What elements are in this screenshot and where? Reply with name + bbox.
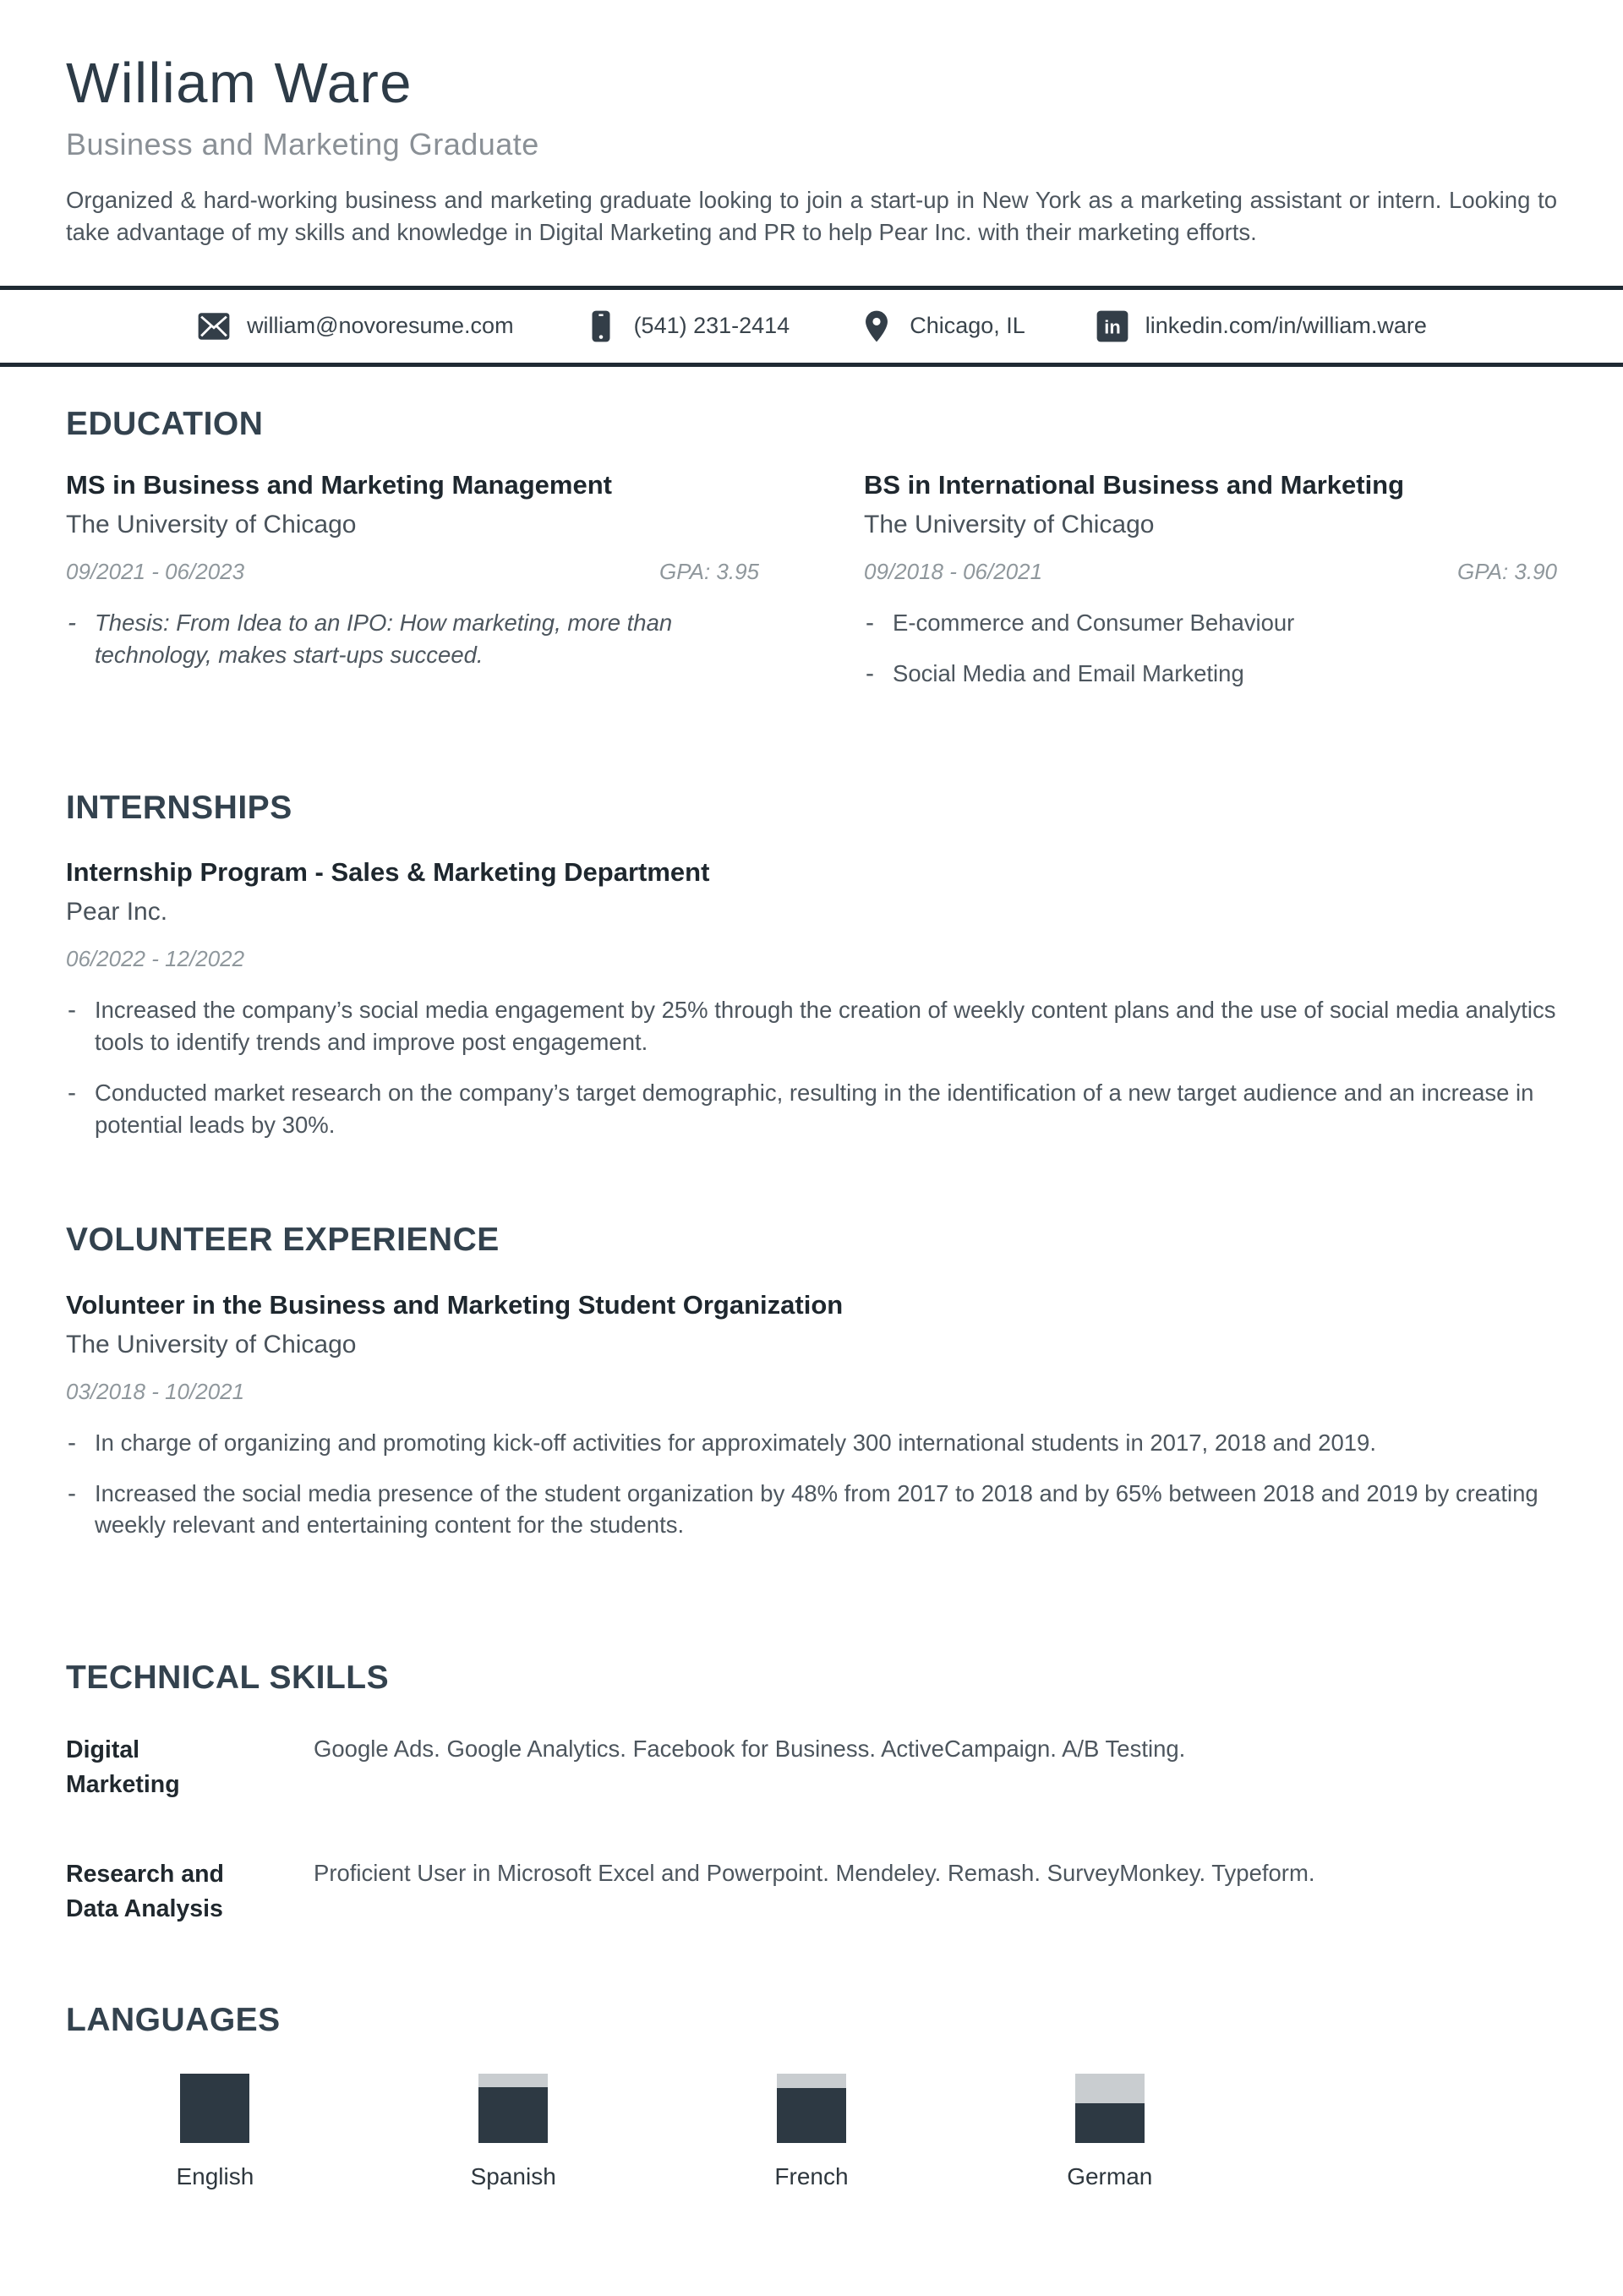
language-grid (66, 2074, 1557, 2190)
internship-dates: 06/2022 - 12/2022 (66, 945, 245, 971)
language-name: French (774, 2162, 849, 2189)
contact-linkedin-text: linkedin.com/in/william.ware (1145, 313, 1427, 339)
language-item (663, 2074, 961, 2190)
language-name: English (176, 2162, 254, 2189)
internship-bullet-list (66, 994, 1557, 1141)
education-bullet-list (66, 607, 759, 671)
education-entry (66, 468, 759, 689)
section-technical-skills (66, 1659, 1557, 1926)
skill-list-text: Proficient User in Microsoft Excel and Powerpoint. Mendeley. Remash. SurveyMonkey. Typeform. (314, 1860, 1315, 1887)
language-item (364, 2074, 663, 2190)
school-name: The University of Chicago (66, 510, 357, 538)
education-dates: 09/2021 - 06/2023 (66, 558, 245, 584)
contact-bar (0, 286, 1623, 367)
contact-email[interactable] (196, 309, 514, 344)
person-title: Business and Marketing Graduate (66, 126, 539, 161)
education-bullet-list (864, 607, 1557, 690)
contact-linkedin[interactable] (1095, 309, 1427, 344)
language-name: Spanish (470, 2162, 556, 2189)
section-internships (66, 790, 1557, 1141)
language-item (66, 2074, 364, 2190)
svg-text:in: in (1104, 315, 1121, 337)
linkedin-icon (1095, 309, 1130, 344)
volunteer-title: Volunteer in the Business and Marketing Student Organization (66, 1290, 844, 1320)
internship-company: Pear Inc. (66, 897, 168, 926)
skill-row (66, 1857, 1557, 1926)
language-level-fill (180, 2074, 249, 2143)
email-icon (196, 309, 232, 344)
education-heading: EDUCATION (66, 405, 264, 442)
resume-header (66, 0, 1557, 249)
internship-title: Internship Program - Sales & Marketing Department (66, 857, 710, 888)
skill-category-label: Digital Marketing (66, 1736, 180, 1798)
section-education (66, 406, 1557, 690)
language-level-indicator (478, 2074, 548, 2143)
language-level-fill (777, 2088, 846, 2143)
volunteer-bullet-list (66, 1427, 1557, 1542)
person-name: William Ware (66, 52, 413, 115)
school-name: The University of Chicago (864, 510, 1155, 538)
languages-heading: LANGUAGES (66, 2002, 281, 2039)
contact-location[interactable] (859, 309, 1025, 344)
phone-icon (583, 309, 619, 344)
volunteer-bullet: - In charge of organizing and promoting kick-off activities for approximately 300 international students in 2017, 2018 and 2019. (66, 1427, 1557, 1459)
skill-row (66, 1733, 1557, 1801)
language-level-fill (1075, 2103, 1145, 2143)
technical-skills-heading: TECHNICAL SKILLS (66, 1659, 390, 1697)
language-level-indicator (180, 2074, 249, 2143)
degree-title: MS in Business and Marketing Management (66, 470, 612, 500)
summary-text: Organized & hard-working business and marketing graduate looking to join a start-up in New York as a marketing assistant or intern. Looking to take advantage of my skills and knowledge in Digital Marketing and PR to help Pear Inc. with their marketing efforts. (66, 186, 1557, 245)
contact-phone[interactable] (583, 309, 790, 344)
language-name: German (1067, 2162, 1153, 2189)
education-entry (864, 468, 1557, 689)
internships-heading: INTERNSHIPS (66, 789, 292, 826)
skill-category-label: Research and Data Analysis (66, 1861, 224, 1922)
location-pin-icon (859, 309, 894, 344)
language-level-fill (478, 2087, 548, 2143)
volunteer-bullet: - Increased the social media presence of the student organization by 48% from 2017 to 2018 and by 65% between 2018 and 2019 by creating weekly relevant and entertaining content for the students. (66, 1478, 1557, 1542)
language-level-indicator (1075, 2074, 1145, 2143)
education-bullet: - Social Media and Email Marketing (864, 658, 1557, 690)
education-gpa: GPA: 3.95 (658, 558, 759, 584)
skill-list-text: Google Ads. Google Analytics. Facebook for Business. ActiveCampaign. A/B Testing. (314, 1736, 1186, 1763)
volunteer-organization: The University of Chicago (66, 1330, 357, 1358)
volunteer-entry (66, 1288, 1557, 1541)
language-item (960, 2074, 1259, 2190)
education-dates: 09/2018 - 06/2021 (864, 558, 1043, 584)
internship-entry (66, 856, 1557, 1140)
contact-email-text: william@novoresume.com (247, 313, 514, 339)
volunteer-dates: 03/2018 - 10/2021 (66, 1378, 245, 1404)
education-gpa: GPA: 3.90 (1456, 558, 1557, 584)
section-languages (66, 2002, 1557, 2190)
contact-location-text: Chicago, IL (910, 313, 1025, 339)
contact-phone-text: (541) 231-2414 (633, 313, 790, 339)
volunteer-heading: VOLUNTEER EXPERIENCE (66, 1222, 500, 1259)
internship-bullet: - Increased the company’s social media engagement by 25% through the creation of weekly content plans and the use of social media analytics tools to identify trends and improve post engagement. (66, 994, 1557, 1058)
education-bullet: - Thesis: From Idea to an IPO: How marketing, more than technology, makes start-ups succeed. (66, 607, 759, 671)
language-level-indicator (777, 2074, 846, 2143)
internship-bullet: - Conducted market research on the company’s target demographic, resulting in the identification of a new target audience and an increase in potential leads by 30%. (66, 1077, 1557, 1141)
degree-title: BS in International Business and Marketing (864, 470, 1405, 500)
education-bullet: - E-commerce and Consumer Behaviour (864, 607, 1557, 639)
section-volunteer-experience (66, 1222, 1557, 1541)
